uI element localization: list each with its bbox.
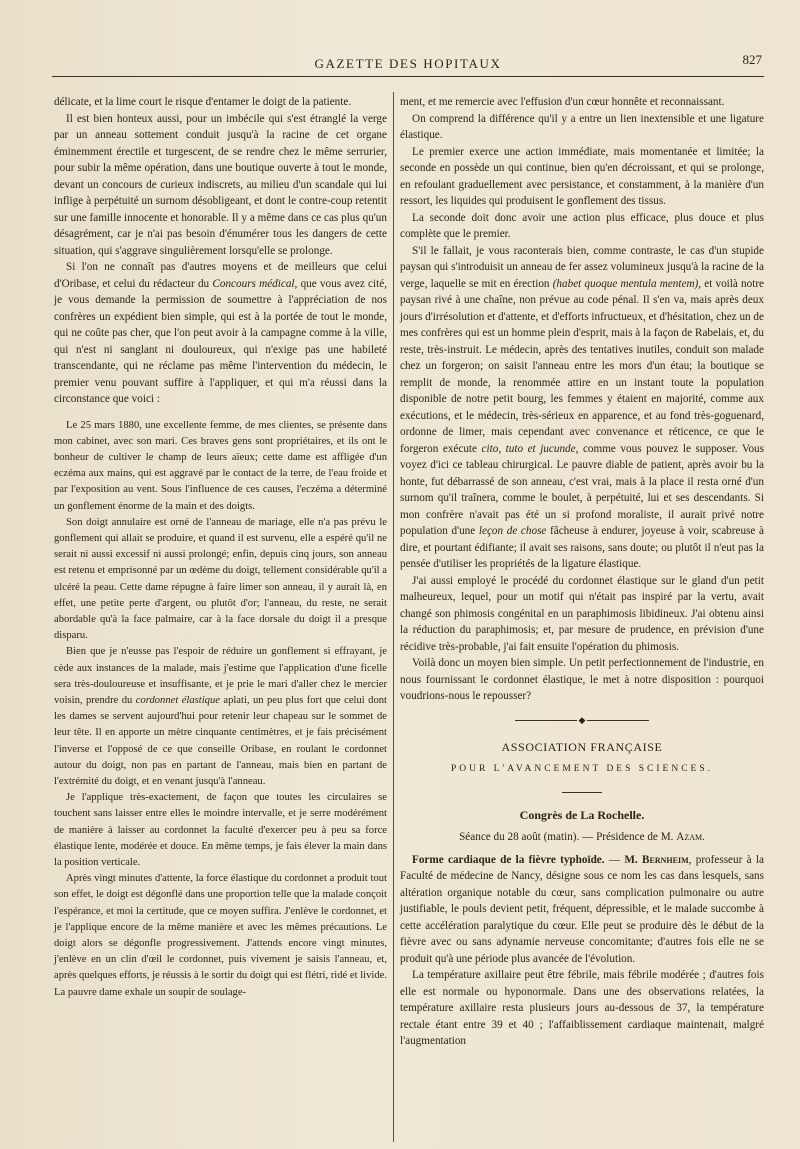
- paragraph: J'ai aussi employé le procédé du cordonnet élastique sur le gland d'un petit malheureux, lequel, pour un motif qui n'était pas inspiré par la vertu, avait changé son phimosis congénital en un paraphimosis libidineux. J'ai obtenu ainsi la réduction du paraphimosis; et, par mesure de prudence, en prévision d'une récidive très-probable, j'ai fait ensuite l'opération du phimosis.: [400, 574, 764, 653]
- paragraph: Voilà donc un moyen bien simple. Un petit perfectionnement de l'industrie, en nous fournissant le cordonnet élastique, le met à notre disposition : pourquoi voudrions-nous le repousser?: [400, 657, 764, 702]
- paragraph: Après vingt minutes d'attente, la force élastique du cordonnet a produit tout son effet, le doigt est dégonflé dans une proportion telle que la malade conçoit l'espérance, et moi la certitude, que ce moyen suffira. J'enlève le cordonnet, et je l'applique encore de la même manière et avec les mêmes précautions. Le doigt alors se dégonfle progressivement. J'attends encore vingt minutes, j'enlève en un clin d'œil le cordonnet, puis vivement je saisis l'anneau, et, après quelques efforts, je réussis à le sortir du doigt qui est flétri, ridé et livide. La pauvre dame exhale un soupir de soulage-: [54, 873, 387, 998]
- journal-name: Concours médical: [212, 277, 295, 290]
- short-rule: [562, 792, 602, 793]
- paragraph: La seconde doit donc avoir une action plus efficace, plus douce et plus complète que le premier.: [400, 211, 764, 240]
- paragraph: On comprend la différence qu'il y a entre un lien inextensible et une ligature élastique.: [400, 112, 764, 141]
- section-title: ASSOCIATION FRANÇAISE: [501, 739, 663, 754]
- emphasis-term: cordonnet élastique: [135, 694, 220, 706]
- left-column: [54, 94, 387, 1001]
- paragraph: Forme cardiaque de la fièvre typhoïde. — M. Bernheim, professeur à la Faculté de médecine de Nancy, désigne sous ce nom les cas dans lesquels, sans altération organique notable du cœur, sans complication pulmonaire ou autre justifiable, le pouls devient petit, fréquent, dépressible, et le malade succombe à cette accélération paralytique du cœur. Elle peut se produire dès le début de la fièvre avec ou sans adynamie nerveuse concomitante; d'autres fois elle ne se produit qu'à une période plus avancée de l'évolution.: [400, 853, 764, 965]
- paragraph: Le premier exerce une action immédiate, mais momentanée et limitée; la seconde en possède un qui continue, bien qu'en décroissant, et qui se prolonge, en refoulant graduellement avec persistance, et constamment, à la manière d'un ressort, les liquides qui produisent le gonflement des tissus.: [400, 145, 764, 207]
- paragraph: délicate, et la lime court le risque d'entamer le doigt de la patiente.: [54, 96, 352, 108]
- emphasis-term: leçon de chose: [478, 525, 547, 537]
- page-number: 827: [742, 52, 762, 67]
- paragraph: Bien que je n'eusse pas l'espoir de réduire un gonflement si effrayant, je cède aux instances de la malade, mais j'estime que l'application d'une ficelle sera très-douloureuse et insuffisante, et je prie le mari d'aller chez le mercier voisin, prendre du cordonnet élastique aplati, un peu plus fort que celui dont les dames se servent aujourd'hui pour retenir leur chapeau sur le sommet de leur tête. Il en apporte un mètre cinquante centimètres, et je fais précisément l'inverse et l'opposé de ce que conseille Oribase, en roulant le cordonnet autour du doigt, non pas en partant de l'anneau, mais bien en partant de l'extrémité du doigt, et en venant jusqu'à l'anneau.: [54, 646, 387, 787]
- paragraph: La température axillaire peut être fébrile, mais fébrile modérée ; d'autres fois elle est normale ou hyponormale. Dans une des observations relatées, la température axillaire resta plusieurs jours au-dessous de 37, la température rectale étant entre 39 et 40 ; l'affaiblissement cardiaque maintenait, malgré l'augmentation: [400, 969, 764, 1047]
- article-title: Forme cardiaque de la fièvre typhoïde.: [412, 853, 605, 866]
- paragraph: Si l'on ne connaît pas d'autres moyens et de meilleurs que celui d'Oribase, et celui du rédacteur du Concours médical, que vous avez cité, je vous demande la permission de soumettre à l'appréciation de nos confrères un expédient bien simple, qui est à la portée de tout le monde, qui ne coûte pas cher, que l'on peut avoir à la campagne comme à la ville, qui n'est ni sanglant ni douloureux, qui n'exige pas une habileté transcendante, qui ne réclame pas même l'intervention du médecin, le premier venu pouvant suffire à l'appliquer, et qui m'a réussi dans la circonstance que voici :: [54, 261, 387, 405]
- column-divider: [393, 92, 394, 1142]
- paragraph: Il est bien honteux aussi, pour un imbécile qui s'est étranglé la verge par un anneau sottement conduit jusqu'à la racine de cet organe éminemment érectile et turgescent, de se rendre chez le même serrurier, pour subir la même opération, dans une boutique ouverte à tout le monde, devant un concours de curieux indiscrets, au milieu d'un scandale qui lui inflige à perpétuité un surnom désobligeant, et dont le contre-coup retentit sur une famille innocente et honorable. Il y a même dans ce cas plus qu'un désagrément, car je n'ai pas besoin d'énumérer tous les dangers de cette situation, qui s'aggrave singulièrement lorsqu'elle se prolonge.: [54, 112, 387, 257]
- paragraph: ment, et me remercie avec l'effusion d'un cœur honnête et reconnaissant.: [400, 96, 725, 108]
- journal-title: GAZETTE DES HOPITAUX: [314, 56, 502, 71]
- author-name: M. Bernheim: [624, 853, 689, 866]
- paragraph: S'il le fallait, je vous raconterais bien, comme contraste, le cas d'un stupide paysan qui s'introduisit un anneau de fer assez volumineux jusqu'à la racine de la verge, laquelle se mit en érection (habet quoque mentula mentem), et voilà notre paysan rivé à une chaîne, non prévue au code pénal. Il s'en va, mais après deux jours d'irrésolution et d'attente, et d'efforts infructueux, et d'hésitation, chez un de mes confrères qui est un homme plein d'esprit, mais à la façon de Rabelais, et, du reste, très-instruit. Le médecin, après des tentatives inutiles, conduit son malade chez un forgeron; on saisit l'anneau entre les mors d'un étau; la boutique se remplit de monde, la renommée attire en un instant toute la population disponible de notre petit bourg, les femmes y étaient en majorité, comme aux exécutions, et le médecin, très-sérieux en apparence, et au fond très-goguenard, ordonne de limer, mais cependant avec convenance et réticence, ce que le forgeron exécute cito, tuto et jucunde, comme vous pouvez le supposer. Vous voyez d'ici ce tableau chirurgical. Le pauvre diable de patient, après avoir bu la honte, fut débarrassé de son anneau, c'est vrai, mais à la place il resta orné d'un surnom qu'il traînera, comme le boulet, à perpétuité, lui et ses descendants. Si mon confrère n'avait pas été un si profond moraliste, il aurait privé notre population d'une leçon de chose fâcheuse à endurer, joyeuse à voir, scabreuse à dire, et pourtant édifiante; il avait ses raisons, sans doute; ou plutôt il n'eut pas la pensée d'utiliser les propriétés de la ligature élastique.: [400, 244, 765, 570]
- president-name: Azam: [676, 831, 703, 843]
- paragraph: Je l'applique très-exactement, de façon que toutes les circulaires se touchent sans laisser entre elles le moindre intervalle, et je serre modérément de manière à laisser au cordonnet la faculté d'exercer peu à peu sa force élastique lente, modérée et douce. En même temps, je fais élever la main dans la position verticale.: [54, 792, 387, 868]
- section-subtitle: POUR L'AVANCEMENT DES SCIENCES.: [450, 764, 714, 774]
- page-header: [52, 52, 764, 77]
- latin-phrase: cito, tuto et jucunde: [481, 442, 576, 455]
- session-line: Séance du 28 août (matin). — Présidence de M. Azam.: [459, 831, 705, 843]
- paragraph: Son doigt annulaire est orné de l'anneau de mariage, elle n'a pas prévu le gonflement qui allait se produire, et quand il est survenu, elle a espéré qu'il ne serait ni aussi excessif ni aussi prolongé; enfin, depuis cinq jours, son anneau est retenu et emprisonné par un œdème du doigt, tellement considérable qu'il a ulcéré la peau. Cette dame répugne à faire limer son anneau, il y aurait là, en effet, une petite perte d'argent, ou plutôt d'or; l'anneau, du reste, ne serait abordable qu'à la face palmaire, car à la face dorsale du doigt il a presque disparu.: [54, 516, 387, 642]
- section-separator: ◆: [400, 713, 764, 729]
- right-column: [400, 94, 764, 1050]
- congress-title: Congrès de La Rochelle.: [519, 807, 645, 822]
- paragraph: Le 25 mars 1880, une excellente femme, de mes clientes, se présente dans mon cabinet, avec son mari. Ces braves gens sont propriétaires, et ils ont le bonheur de cultiver le champ de leurs aïeux; cette dame est affligée d'un eczéma aux mains, qui est aggravé par le contact de la terre, de l'eau froide et par l'exposition au vent. Sous l'influence de ces causes, l'eczéma a déterminé un gonflement énorme de la main et des doigts.: [54, 419, 387, 512]
- latin-quote: (habet quoque mentula mentem): [552, 277, 699, 290]
- case-report: [54, 418, 387, 1001]
